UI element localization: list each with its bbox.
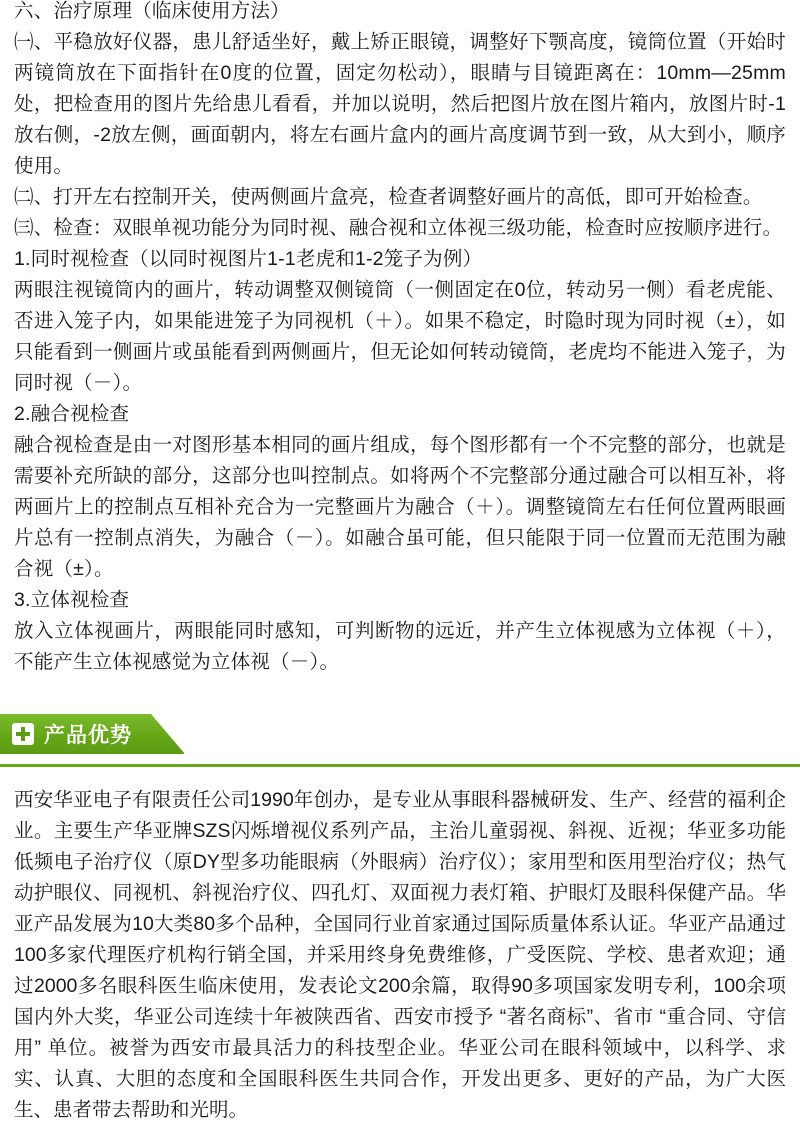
paragraph-2: ㈡、打开左右控制开关，使两侧画片盒亮，检查者调整好画片的高低，即可开始检查。 [14, 186, 763, 208]
paragraph-3: ㈢、检查：双眼单视功能分为同时视、融合视和立体视三级功能，检查时应按顺序进行。 [14, 217, 783, 239]
paragraph-1: ㈠、平稳放好仪器，患儿舒适坐好，戴上矫正眼镜，调整好下颚高度，镜筒位置（开始时两镜筒放在下面指针在0度的位置，固定勿松动），眼睛与目镜距离在：10mm—25mm处，把检查用的图片先给患儿看看，并加以说明，然后把图片放在图片箱内，放图片时-1放右侧，-2放左侧，画面朝内，将左右画片盒内的画片高度调节到一致，从大到小，顺序使用。 [14, 31, 786, 177]
plus-icon [12, 723, 34, 745]
section-heading: 六、治疗原理（临床使用方法） [14, 0, 290, 22]
paragraph-6: 2.融合视检查 [14, 403, 130, 425]
banner-shape [0, 714, 184, 754]
paragraph-9: 放入立体视画片，两眼能同时感知，可判断物的远近，并产生立体视感为立体视（＋），不能产生立体视感觉为立体视（－）。 [14, 620, 786, 673]
product-advantage-banner [0, 714, 800, 758]
banner-title: 产品优势 [44, 724, 132, 747]
paragraph-5: 两眼注视镜筒内的画片，转动调整双侧镜筒（一侧固定在0位，转动另一侧）看老虎能、否进入笼子内，如果能进笼子为同视机（＋）。如果不稳定，时隐时现为同时视（±），如只能看到一侧画片或虽能看到两侧画片，但无论如何转动镜筒，老虎均不能进入笼子，为同时视（－）。 [14, 279, 786, 394]
paragraph-8: 3.立体视检查 [14, 589, 130, 611]
paragraph-7: 融合视检查是由一对图形基本相同的画片组成，每个图形都有一个不完整的部分，也就是需要补充所缺的部分，这部分也叫控制点。如将两个不完整部分通过融合可以相互补，将两画片上的控制点互相补充合为一完整画片为融合（＋）。调整镜筒左右任何位置两眼画片总有一控制点消失，为融合（－）。如融合虽可能，但只能限于同一位置而无范围为融合视（±）。 [14, 434, 786, 580]
product-advantage-section [0, 767, 800, 1138]
paragraph-4: 1.同时视检查（以同时视图片1-1老虎和1-2笼子为例） [14, 248, 483, 270]
advantage-paragraph: 西安华亚电子有限责任公司1990年创办，是专业从事眼科器械研发、生产、经营的福利企业。主要生产华亚牌SZS闪烁增视仪系列产品，主治儿童弱视、斜视、近视；华亚多功能低频电子治疗仪（原DY型多功能眼病（外眼病）治疗仪）；家用型和医用型治疗仪；热气动护眼仪、同视机、斜视治疗仪、四孔灯、双面视力表灯箱、护眼灯及眼科保健产品。华亚产品发展为10大类80多个品种，全国同行业首家通过国际质量体系认证。华亚产品通过100多家代理医疗机构行销全国，并采用终身免费维修，广受医院、学校、患者欢迎；通过2000多名眼科医生临床使用，发表论文200余篇，取得90多项国家发明专利，100余项国内外大奖，华亚公司连续十年被陕西省、西安市授予 “著名商标”、省市 “重合同、守信用” 单位。被誉为西安市最具活力的科技型企业。华亚公司在眼科领域中，以科学、求实、认真、大胆的态度和全国眼科医生共同合作，开发出更多、更好的产品，为广大医生、患者带去帮助和光明。 [14, 789, 786, 1121]
